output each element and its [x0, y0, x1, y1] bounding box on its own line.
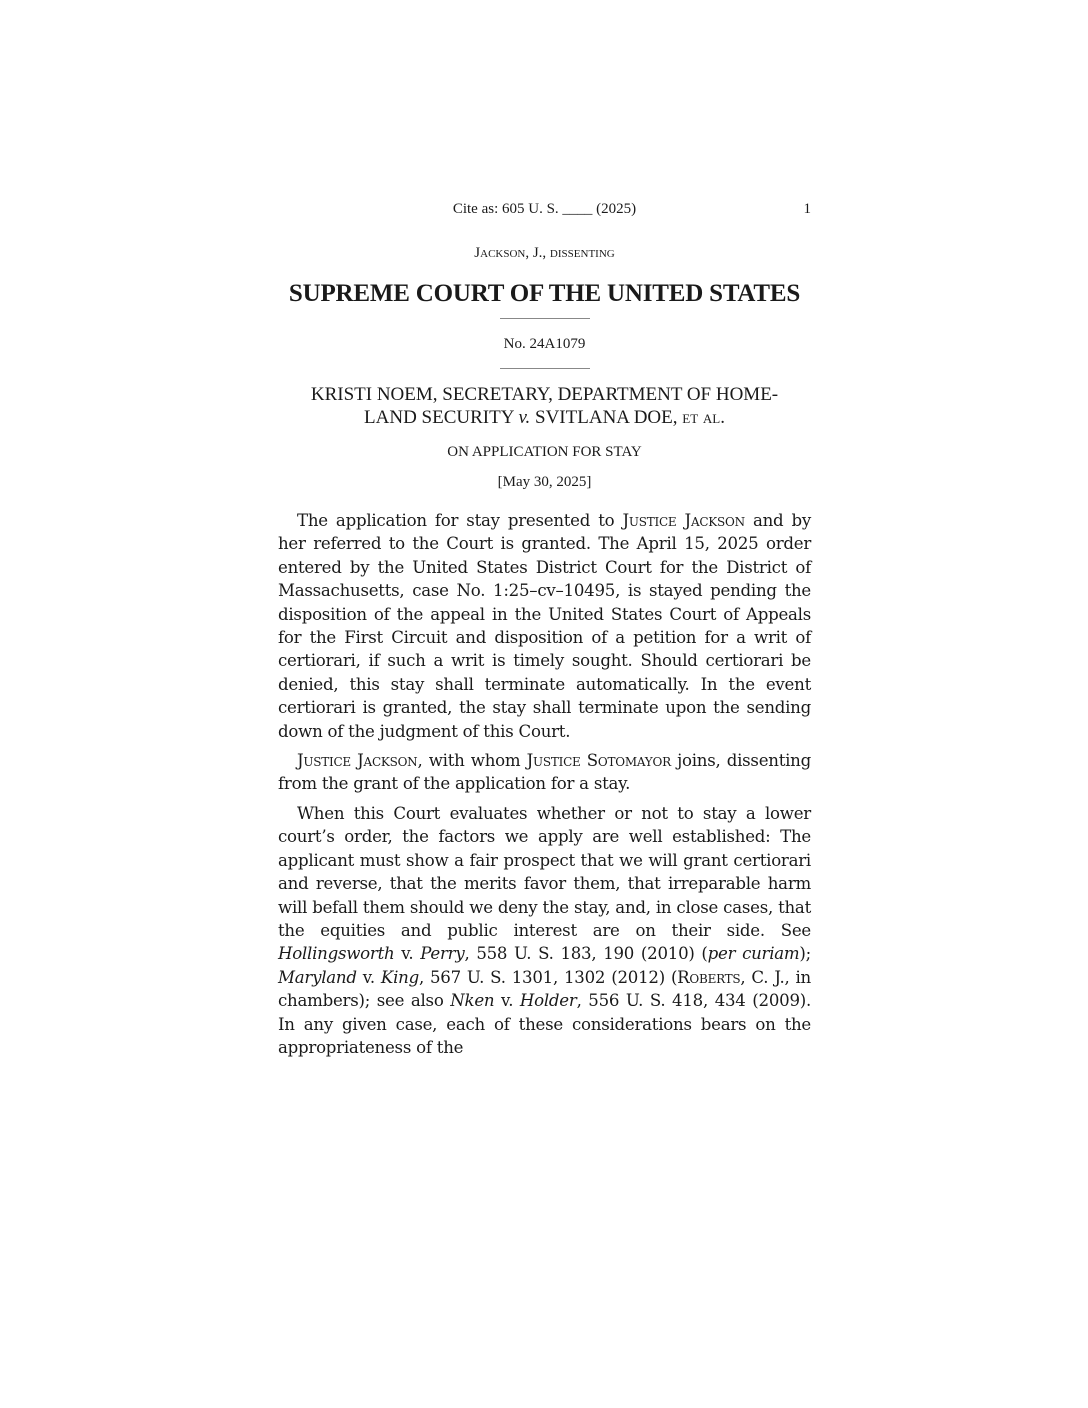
text: ); — [799, 944, 811, 964]
case-name: Nken — [450, 991, 495, 1011]
text: v. — [394, 944, 421, 964]
case-name: Holder — [519, 991, 577, 1011]
latin-term: per curiam — [707, 944, 800, 964]
text: and by her referred to the Court is granted. The April 15, 2025 order entered by the United States District Court for the District of Massachusetts, case No. 1:25–cv–10495, is stayed pending the disposition of the appeal in the United States Court of Appeals for the First Circuit and disposition of a petition for a writ of certiorari, if such a writ is timely sought. Should certiorari be denied, this stay shall terminate automatically. In the event certiorari is granted, the stay shall terminate upon the sending down of the judgment of this Court. — [278, 511, 811, 741]
text: joins, dissenting from the grant of the application for a stay. — [278, 751, 811, 794]
parties-line-2 — [278, 406, 811, 429]
parties-respondent: SVITLANA DOE, — [530, 407, 683, 428]
author-line — [278, 245, 811, 262]
decision-date: [May 30, 2025] — [497, 474, 592, 490]
justice-name: Justice Sotomayor — [526, 751, 671, 771]
author-line-text: Jackson, J., dissenting — [474, 245, 615, 261]
divider-rule-2 — [278, 368, 811, 369]
text: When this Court evaluates whether or not to stay a lower court’s order, the factors we apply are well established: The applicant must show a fair prospect that we will grant certiorari and reverse, that the merits favor them, that irreparable harm will befall them should we deny the stay, and, in close cases, that the equities and public interest are on their side. See — [278, 803, 811, 940]
docket-number: No. 24A1079 — [503, 336, 586, 352]
court-name: SUPREME COURT OF THE UNITED STATES — [288, 280, 801, 307]
text: v. — [494, 991, 520, 1011]
page-number: 1 — [803, 201, 811, 217]
text: , C. J., in chambers); see also — [278, 967, 811, 1011]
justice-name: Justice Jackson — [297, 751, 418, 771]
text: , with whom — [417, 751, 527, 771]
text: v. — [356, 967, 381, 987]
text: , 567 U. S. 1301, 1302 (2012) ( — [418, 967, 678, 987]
citation-line: Cite as: 605 U. S. ____ (2025) — [452, 201, 637, 217]
case-parties — [278, 383, 811, 429]
parties-line-1: KRISTI NOEM, SECRETARY, DEPARTMENT OF HOME- — [310, 384, 779, 405]
proceeding-line: ON APPLICATION FOR STAY — [447, 444, 642, 460]
order-paragraph — [278, 509, 811, 743]
text: , 558 U. S. 183, 190 (2010) ( — [464, 944, 708, 964]
divider-rule-1 — [278, 318, 811, 319]
dissent-paragraph — [278, 802, 811, 1059]
text: The application for stay presented to — [297, 511, 623, 530]
justice-name: Roberts — [677, 967, 741, 987]
running-header — [278, 201, 811, 223]
case-name: Hollingsworth — [278, 944, 395, 964]
parties-petitioner-tail: LAND SECURITY — [364, 407, 519, 428]
case-name: Maryland — [278, 967, 357, 987]
et-al: et al. — [682, 407, 725, 428]
versus: v. — [518, 407, 531, 428]
case-name: Perry — [420, 944, 465, 964]
justice-name: Justice Jackson — [622, 511, 745, 530]
dissent-intro-paragraph — [278, 749, 811, 796]
case-name: King — [380, 967, 419, 987]
text: , 556 U. S. 418, 434 (2009). In any given case, each of these considerations bears on the appropriateness of the — [278, 991, 812, 1057]
opinion-body — [278, 509, 811, 1059]
